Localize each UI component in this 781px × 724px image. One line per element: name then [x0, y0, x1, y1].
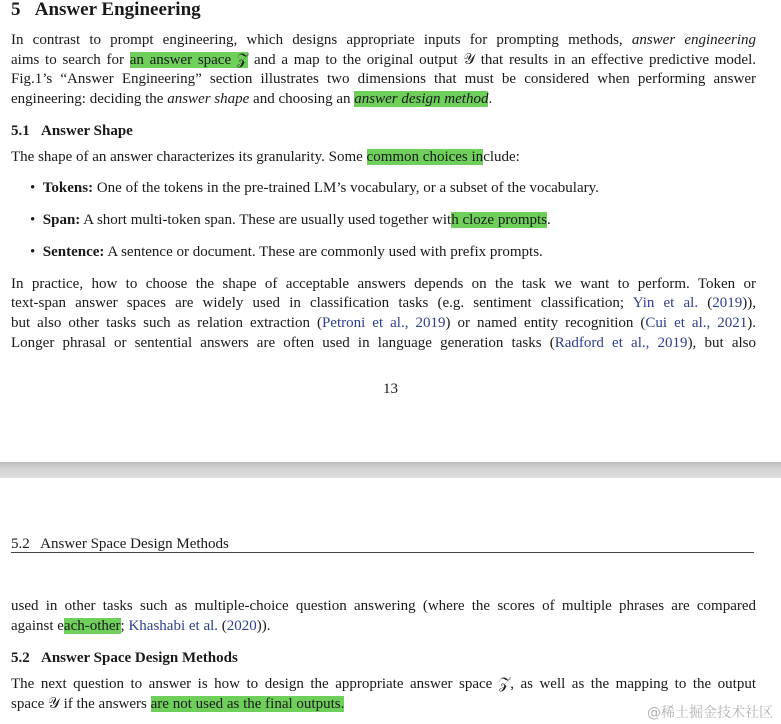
page-number: 13 [383, 381, 398, 397]
watermark: @稀土掘金技术社区 [647, 705, 773, 721]
list-item: • Span: A short multi-token span. These are usually used together with cloze prompts. [30, 212, 551, 228]
list-item: • Sentence: A sentence or document. These are commonly used with prefix prompts. [30, 244, 543, 260]
list-item: • Tokens: One of the tokens in the pre-trained LM’s vocabulary, or a subset of the vocabulary. [30, 180, 599, 196]
citation-link[interactable]: Radford et al., 2019 [554, 335, 688, 351]
highlight[interactable]: common choices in [366, 149, 484, 165]
header-rule [11, 552, 754, 553]
paragraph-line: text-span answer spaces are widely used in classification tasks (e.g. sentiment classification; Yin et al. (2019)), [11, 295, 756, 311]
highlight[interactable]: answer design method [354, 91, 489, 107]
highlight[interactable]: h cloze prompts [451, 212, 548, 228]
paragraph-line: Longer phrasal or sentential answers are often used in language generation tasks (Radford et al., 2019), but also [11, 335, 756, 351]
paragraph-line: The next question to answer is how to design the appropriate answer space 𝒵, as well as the mapping to the output [11, 676, 756, 692]
citation-link[interactable]: Cui et al., 2021 [645, 315, 748, 331]
paragraph-line: but also other tasks such as relation extraction (Petroni et al., 2019) or named entity recognition (Cui et al., 2021). [11, 315, 757, 331]
section-number: 5 [11, 0, 21, 20]
pdf-page-14 [0, 478, 781, 724]
citation-year-link[interactable]: 2019 [712, 295, 743, 311]
paragraph-line: space 𝒴 if the answers are not used as the final outputs. [11, 696, 345, 712]
highlight[interactable]: are not used as the final outputs. [150, 696, 345, 712]
citation-link[interactable]: Petroni et al., 2019 [321, 315, 446, 331]
paragraph-line: against each-other; Khashabi et al. (2020)). [11, 618, 271, 634]
section-5-heading [11, 0, 201, 22]
bullet-icon: • [30, 180, 36, 196]
citation-link[interactable]: Khashabi et al. [128, 618, 219, 634]
section-title: Answer Engineering [34, 0, 201, 20]
section-5-2-heading: 5.2 Answer Space Design Methods [11, 650, 238, 666]
citation-link[interactable]: Yin et al. [632, 295, 699, 311]
section-5-1-heading: 5.1 Answer Shape [11, 123, 133, 139]
paragraph-line: used in other tasks such as multiple-choice question answering (where the scores of multiple phrases are compared [11, 598, 756, 614]
paragraph-line: In practice, how to choose the shape of acceptable answers depends on the task we want to perform. Token or [11, 276, 756, 292]
bullet-icon: • [30, 212, 36, 228]
highlight[interactable]: ach-other [63, 618, 121, 634]
paragraph-line: aims to search for an answer space 𝒵 and a map to the original output 𝒴 that results in an effective predictive model. [11, 52, 756, 68]
paragraph-line: engineering: deciding the answer shape and choosing an answer design method. [11, 91, 493, 107]
bullet-icon: • [30, 244, 36, 260]
citation-year-link[interactable]: 2020 [226, 618, 257, 634]
paragraph-line: In contrast to prompt engineering, which designs appropriate inputs for prompting methods, answer engineering [11, 32, 757, 48]
running-header: 5.2 Answer Space Design Methods [11, 536, 229, 552]
highlight[interactable]: an answer space 𝒵 [129, 52, 249, 68]
paragraph-line: The shape of an answer characterizes its granularity. Some common choices include: [11, 149, 520, 165]
paragraph-line: Fig.1’s “Answer Engineering” section illustrates two dimensions that must be considered when performing answer [11, 71, 756, 87]
page-separator [0, 462, 781, 478]
